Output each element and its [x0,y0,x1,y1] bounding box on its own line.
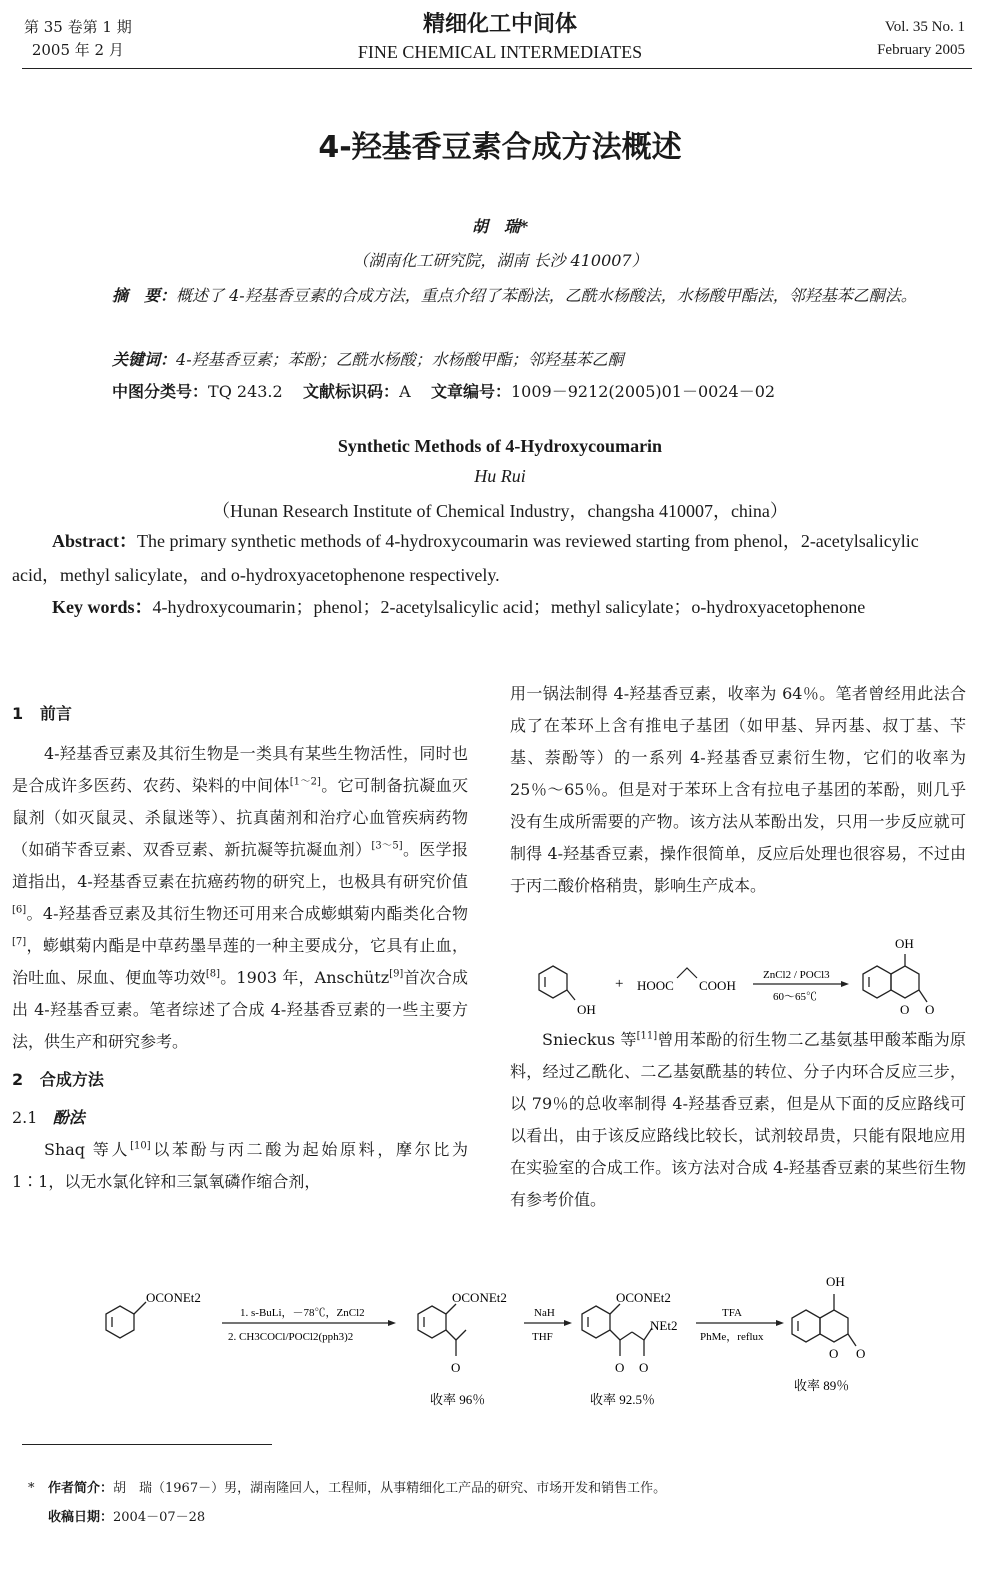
journal-title-en: FINE CHEMICAL INTERMEDIATES [357,42,643,62]
header-rule [22,68,972,69]
intro-text-5: ，蟛蜞菊内酯是中草药墨旱莲的一种主要成分，它具有止血，治吐血、尿血、便血等功效 [12,936,468,987]
product1-ring-o: O [900,1002,910,1017]
english-abstract [12,524,962,592]
step3-condition-bottom: PhMe，reflux [700,1331,764,1343]
reaction-scheme-2 [0,1266,1000,1416]
step3-arrowhead [776,1320,784,1326]
english-keywords-label: Key words： [52,597,153,617]
scheme1-arrowhead [841,981,849,987]
intermediate-1 [418,1304,466,1356]
reaction-scheme-1 [505,930,975,1022]
intro-text-3: 。医学报道指出，4-羟基香豆素在抗癌药物的研究上，也极具有研究价值 [12,840,468,891]
coumarin-product-1 [863,954,927,1002]
article-no-label: 文章编号： [430,382,511,401]
intermediate-1-group: OCONEt2 [452,1290,507,1305]
header-center [300,10,700,64]
section-2-number: 2 [12,1070,24,1089]
english-abstract-text: The primary synthetic methods of 4-hydroxycoumarin was reviewed starting from phenol，2-acetylsalicylic acid，methyl salicylate，and o-hydroxyacetophenone respectively. [12,531,919,585]
section-2-1-title: 酚法 [52,1108,85,1127]
citation: [8] [205,968,221,980]
step2-condition-top: NaH [534,1307,555,1319]
section-1-title: 前言 [39,704,72,723]
bio-text: 胡 瑞（1967－）男，湖南隆回人，工程师，从事精细化工产品的研究、市场开发和销售工作。 [113,1481,667,1496]
intro-paragraph [12,738,468,1058]
yield-89: 收率 89％ [794,1378,850,1393]
received-date-value: 2004－07－28 [113,1510,206,1525]
malonic-acid-left: HOOC [637,978,674,993]
product2-carbonyl-o: O [856,1346,866,1361]
abstract-cn-label: 摘 要： [112,286,177,305]
phenol-oh-label: OH [577,1002,596,1017]
header-left [24,16,132,62]
product1-oh-label: OH [895,936,914,951]
right-column-top [510,678,966,902]
volume-en: Vol. 35 No. 1 [884,19,965,35]
keywords-cn-text: 4-羟基香豆素；苯酚；乙酰水杨酸；水杨酸甲酯；邻羟基苯乙酮 [176,350,624,369]
phenol-text-1: Shaq 等人 [44,1140,131,1159]
intermediate-2-o1: O [615,1360,625,1375]
intro-text-1: 4-羟基香豆素及其衍生物是一类具有某些生物活性，同时也是合成许多医药、农药、染料的中间体 [12,744,468,795]
section-1-heading [12,698,468,730]
phenol-method-paragraph [12,1134,468,1198]
snieckus-text-1: Snieckus 等 [542,1030,637,1049]
doc-code-value: A [399,382,411,401]
snieckus-paragraph [510,1024,966,1216]
keywords-cn [60,344,1000,376]
english-keywords-text: 4-hydroxycoumarin；phenol；2-acetylsalicylic acid；methyl salicylate；o-hydroxyacetophenone [152,597,866,617]
left-column [12,698,468,1198]
malonic-ch2 [677,968,697,978]
intermediate-2-group: OCONEt2 [616,1290,671,1305]
english-affiliation: （Hunan Research Institute of Chemical Industry，changsha 410007，china） [212,501,788,521]
intermediate-2 [582,1304,652,1356]
product1-carbonyl-o: O [925,1002,935,1017]
citation: [3～5] [371,840,403,852]
author: 胡 瑞* [471,217,529,236]
footnote [28,1474,667,1532]
yield-96: 收率 96％ [430,1392,486,1407]
phenol-text-2: 以苯酚与丙二酸为起始原料，摩尔比为 1∶1，以无水氯化锌和三氯氧磷作缩合剂， [12,1140,468,1191]
english-keywords [12,590,962,624]
intermediate-1-o: O [451,1360,461,1375]
keywords-cn-label: 关键词： [112,350,177,369]
english-abstract-label: Abstract： [52,531,137,551]
section-2-1-heading [12,1102,468,1134]
english-author: Hu Rui [474,466,526,486]
volume-cn: 第 35 卷第 1 期 [24,18,132,36]
phenol-structure [539,966,575,1000]
section-2-title: 合成方法 [39,1070,104,1089]
step1-condition-top: 1. s-BuLi，－78℃，ZnCl2 [240,1307,365,1319]
intro-text-7: 首次合成出 4-羟基香豆素。笔者综述了合成 4-羟基香豆素的一些主要方法，供生产和研究参考。 [12,968,468,1051]
abstract-cn [60,280,950,312]
abstract-cn-text: 概述了 4-羟基香豆素的合成方法，重点介绍了苯酚法，乙酰水杨酸法，水杨酸甲酯法，邻羟基苯乙酮法。 [176,286,917,305]
author-bio [28,1474,667,1503]
carbamate-start [106,1302,146,1338]
phenol-method-continued: 用一锅法制得 4-羟基香豆素，收率为 64％。笔者曾经用此法合成了在苯环上含有推电子基团（如甲基、异丙基、叔丁基、苄基、萘酚等）的一系列 4-羟基香豆素衍生物，它们的收率为 25％～65％。但是对于苯环上含有拉电子基团的苯酚，则几乎没有生成所需要的产物。该方法从苯酚出发，只用一步反应就可制得 4-羟基香豆素，操作很简单，反应后处理也很容易，不过由于丙二酸价格稍贵，影响生产成本。 [510,684,966,895]
step1-condition-bottom: 2. CH3COCl/POCl2(pph3)2 [228,1331,354,1343]
intro-text-4: 。4-羟基香豆素及其衍生物还可用来合成蟛蜞菊内酯类化合物 [26,904,468,923]
yield-92-5: 收率 92.5％ [590,1392,656,1407]
received-date [48,1503,666,1532]
scheme1-condition-top: ZnCl2 / POCl3 [763,969,830,981]
classification-line [60,376,1000,408]
citation: [7] [12,936,27,948]
intermediate-2-o2: O [639,1360,649,1375]
footnote-star: * [28,1481,35,1496]
scheme1-condition-bottom: 60～65℃ [773,991,817,1003]
plus-sign: + [615,976,624,992]
coumarin-product-2 [792,1294,856,1346]
section-2-heading [12,1064,468,1096]
article-no-value: 1009－9212(2005)01－0024－02 [510,382,776,401]
paper-title: 4-羟基香豆素合成方法概述 [318,130,682,165]
date-cn: 2005 年 2 月 [31,41,124,59]
citation: [6] [12,904,27,916]
journal-title-cn: 精细化工中间体 [422,12,577,37]
intermediate-2-amide: NEt2 [650,1318,678,1333]
doc-code-label: 文献标识码： [303,382,400,401]
intro-text-2: 。它可制备抗凝血灭鼠剂（如灭鼠灵、杀鼠迷等）、抗真菌剂和治疗心血管疾病药物（如硝苄香豆素、双香豆素、新抗凝等抗凝血剂） [12,776,468,859]
english-title: Synthetic Methods of 4-Hydroxycoumarin [337,436,663,456]
received-date-label: 收稿日期： [48,1510,114,1525]
clc-value: TQ 243.2 [208,382,283,401]
step3-condition-top: TFA [722,1307,742,1319]
affiliation: （湖南化工研究院，湖南 长沙 410007） [352,251,648,270]
section-1-number: 1 [12,704,24,723]
date-en: February 2005 [877,42,965,58]
citation: [10] [130,1140,151,1152]
start-group-label: OCONEt2 [146,1290,201,1305]
right-column-bottom [510,1024,966,1216]
step1-arrowhead [388,1320,396,1326]
header-right [877,16,965,62]
section-2-1-number: 2.1 [12,1108,38,1127]
bio-label: 作者简介： [48,1481,114,1496]
step2-condition-bottom: THF [532,1331,553,1343]
snieckus-text-2: 曾用苯酚的衍生物二乙基氨基甲酸苯酯为原料，经过乙酰化、二乙基氨酰基的转位、分子内环合反应三步，以 79％的总收率制得 4-羟基香豆素，但是从下面的反应路线可以看出，由于该反应路线比较长，试剂较昂贵，只能有限地应用在实验室的合成工作。该方法对合成 4-羟基香豆素的某些衍生物有参考价值。 [510,1030,966,1209]
clc-label: 中图分类号： [112,382,209,401]
product2-ring-o: O [829,1346,839,1361]
citation: [1～2] [289,776,321,788]
footnote-rule [22,1444,272,1445]
citation: [11] [636,1030,658,1042]
citation: [9] [389,968,404,980]
product2-oh-label: OH [826,1274,845,1289]
step2-arrowhead [564,1320,572,1326]
malonic-acid-right: COOH [699,978,736,993]
intro-text-6: 。1903 年，Anschütz [220,968,390,987]
